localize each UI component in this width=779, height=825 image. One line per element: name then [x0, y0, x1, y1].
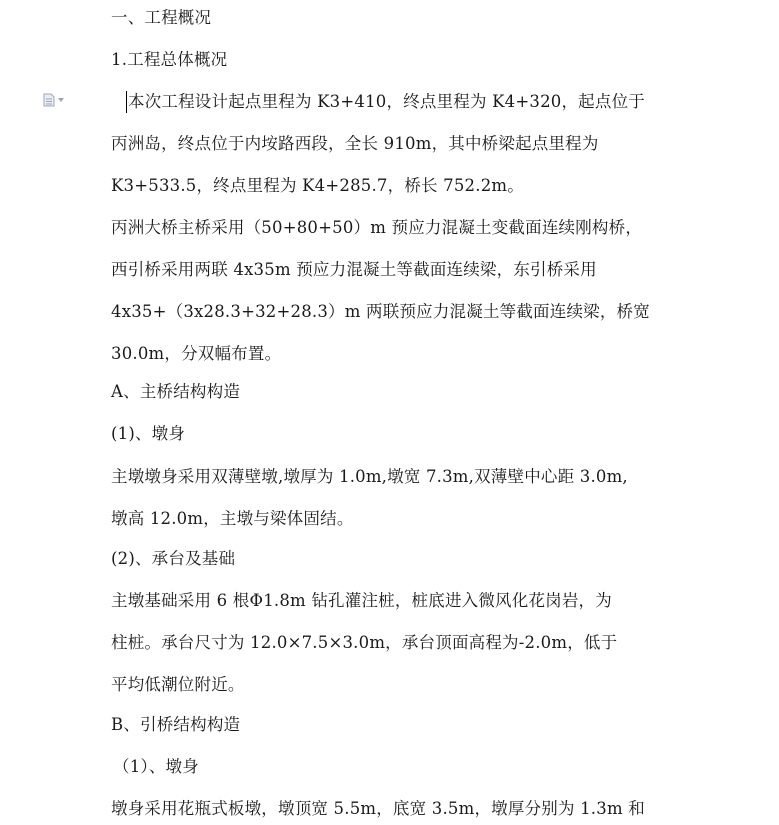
paragraph-line[interactable]: 丙洲岛，终点位于内垵路西段，全长 910m，其中桥梁起点里程为: [111, 134, 599, 153]
chevron-down-icon: [58, 98, 64, 102]
section-heading: A、主桥结构构造: [111, 382, 241, 401]
subsection-heading: （1）、墩身: [113, 757, 199, 776]
subsection-heading: 1.工程总体概况: [111, 50, 228, 69]
subsection-heading: (2)、承台及基础: [111, 549, 236, 568]
subsection-heading: (1)、墩身: [111, 424, 186, 443]
text-cursor: [126, 91, 127, 113]
paragraph-line[interactable]: 本次工程设计起点里程为 K3+410，终点里程为 K4+320，起点位于: [128, 92, 645, 111]
paragraph-line[interactable]: 墩高 12.0m，主墩与梁体固结。: [111, 509, 354, 528]
paragraph-line[interactable]: 4x35+（3x28.3+32+28.3）m 两联预应力混凝土等截面连续梁，桥宽: [111, 302, 650, 321]
paragraph-line[interactable]: 主墩墩身采用双薄壁墩,墩厚为 1.0m,墩宽 7.3m,双薄壁中心距 3.0m,: [111, 467, 628, 486]
section-heading: 一、工程概况: [111, 8, 212, 27]
paragraph-line[interactable]: 30.0m，分双幅布置。: [111, 344, 282, 363]
paragraph-line[interactable]: 主墩基础采用 6 根Φ1.8m 钻孔灌注桩，桩底进入微风化花岗岩，为: [111, 591, 612, 610]
paragraph-line[interactable]: 墩身采用花瓶式板墩，墩顶宽 5.5m，底宽 3.5m，墩厚分别为 1.3m 和: [111, 799, 645, 818]
paragraph-line[interactable]: K3+533.5，终点里程为 K4+285.7，桥长 752.2m。: [111, 176, 524, 195]
paragraph-line[interactable]: 西引桥采用两联 4x35m 预应力混凝土等截面连续梁，东引桥采用: [111, 260, 597, 279]
paragraph-style-menu[interactable]: [43, 93, 71, 107]
paragraph-line[interactable]: 平均低潮位附近。: [111, 675, 245, 694]
paragraph-line[interactable]: 柱桩。承台尺寸为 12.0×7.5×3.0m，承台顶面高程为-2.0m，低于: [111, 633, 618, 652]
paragraph-style-icon: [43, 93, 55, 107]
paragraph-line[interactable]: 丙洲大桥主桥采用（50+80+50）m 预应力混凝土变截面连续刚构桥，: [111, 218, 643, 237]
section-heading: B、引桥结构构造: [111, 715, 241, 734]
